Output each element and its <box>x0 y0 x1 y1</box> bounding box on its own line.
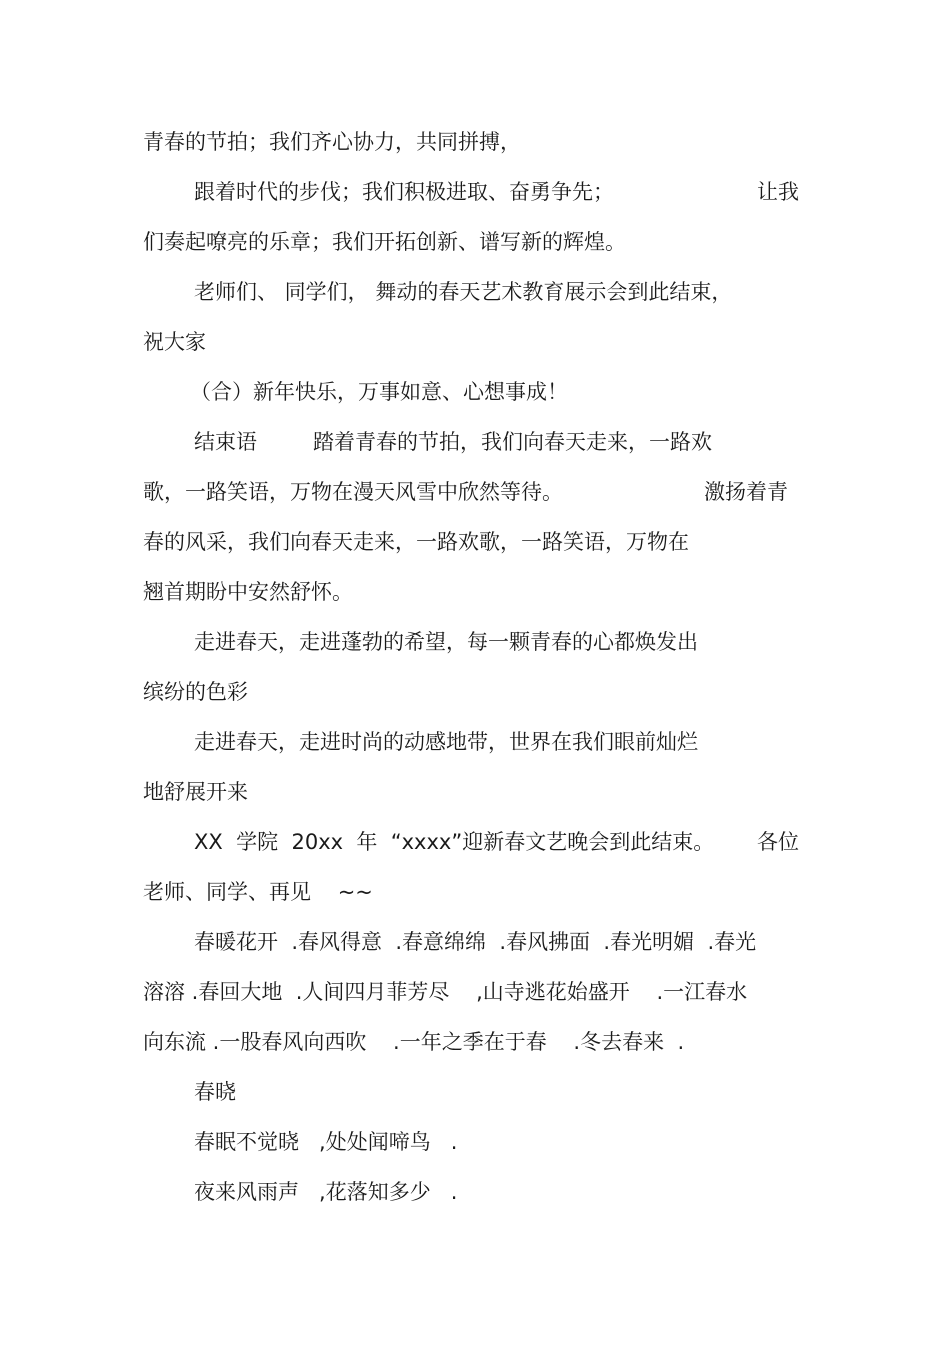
text-line: 歌，一路笑语，万物在漫天风雪中欣然等待。 <box>143 480 563 504</box>
text-line: 青春的节拍；我们齐心协力，共同拼搏， <box>143 130 521 154</box>
text-line: 春眠不觉晓 ,处处闻啼鸟 . <box>194 1130 458 1154</box>
text-line: 走进春天，走进蓬勃的希望，每一颗青春的心都焕发出 <box>194 630 698 654</box>
text-line: 翘首期盼中安然舒怀。 <box>143 580 353 604</box>
text-line: XX 学院 20xx 年 “xxxx”迎新春文艺晚会到此结束。 <box>194 830 715 854</box>
text-line: 夜来风雨声 ,花落知多少 . <box>194 1180 458 1204</box>
text-line: 春晓 <box>194 1080 236 1104</box>
text-line: 激扬着青 <box>704 480 788 504</box>
text-line: 缤纷的色彩 <box>143 680 248 704</box>
text-line: 走进春天，走进时尚的动感地带，世界在我们眼前灿烂 <box>194 730 698 754</box>
text-line: 溶溶 .春回大地 .人间四月菲芳尽 ,山寺逃花始盛开 .一江春水 <box>143 980 748 1004</box>
text-line: 地舒展开来 <box>143 780 248 804</box>
text-line: 各位 <box>757 830 799 854</box>
text-line: （合）新年快乐，万事如意、心想事成！ <box>190 380 568 404</box>
text-line: 踏着青春的节拍，我们向春天走来，一路欢 <box>313 430 712 454</box>
text-line: 们奏起嘹亮的乐章；我们开拓创新、谱写新的辉煌。 <box>143 230 626 254</box>
text-line: 跟着时代的步伐；我们积极进取、奋勇争先； <box>194 180 614 204</box>
text-line: 祝大家 <box>143 330 206 354</box>
text-line: 春的风采，我们向春天走来，一路欢歌，一路笑语，万物在 <box>143 530 689 554</box>
text-line: 老师、同学、再见 ~~ <box>143 880 373 904</box>
text-line: 向东流 .一股春风向西吹 .一年之季在于春 .冬去春来 . <box>143 1030 685 1054</box>
text-line: 老师们、 同学们， 舞动的春天艺术教育展示会到此结束， <box>194 280 733 304</box>
text-line: 结束语 <box>194 430 257 454</box>
text-line: 春暖花开 .春风得意 .春意绵绵 .春风拂面 .春光明媚 .春光 <box>194 930 757 954</box>
text-line: 让我 <box>757 180 799 204</box>
